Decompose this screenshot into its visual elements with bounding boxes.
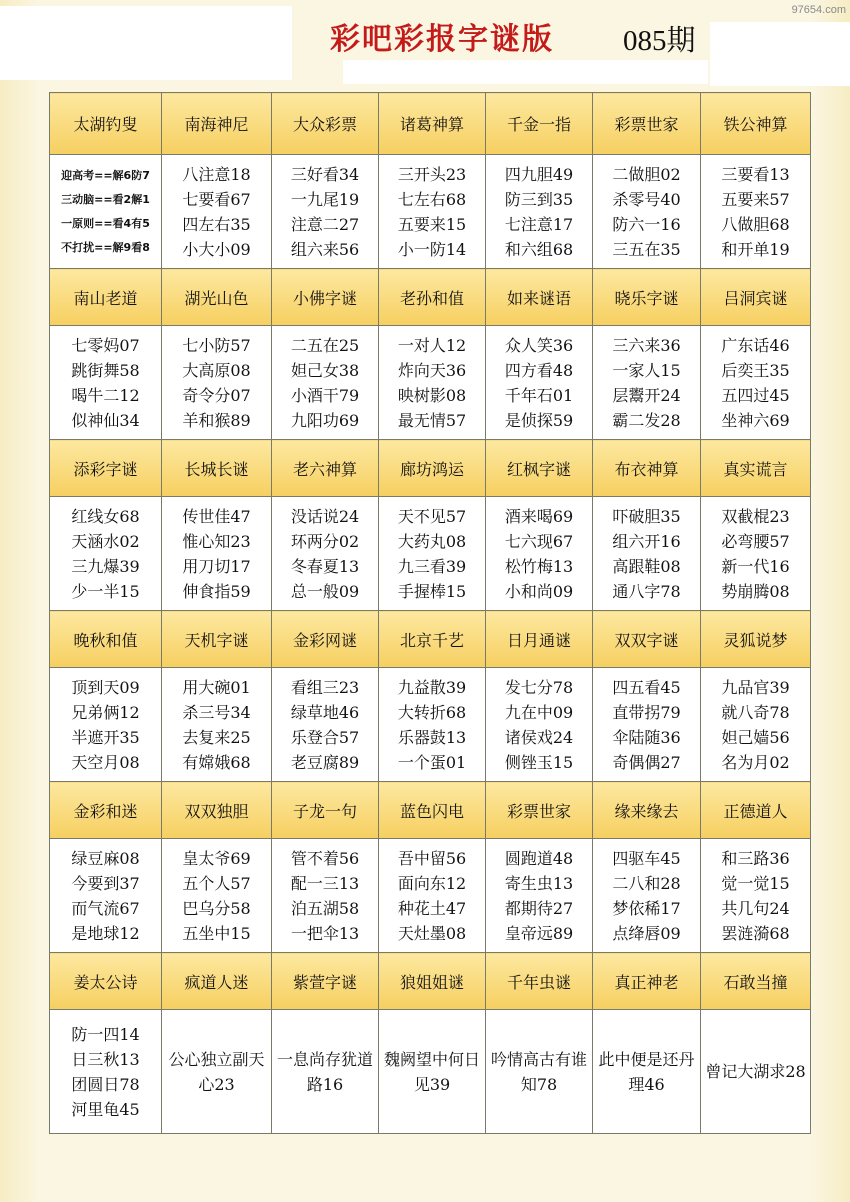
prediction-line: 和六组68	[504, 239, 574, 259]
column-header: 铁公神算	[701, 93, 811, 155]
column-header: 长城长谜	[162, 440, 272, 497]
prediction-line: 配一三13	[290, 873, 360, 893]
prediction-cell	[379, 326, 486, 440]
prediction-cell	[486, 497, 593, 611]
prediction-line: 侧锉玉15	[504, 752, 574, 772]
watermark: 97654.com	[791, 4, 846, 16]
prediction-cell	[50, 155, 162, 269]
prediction-row	[50, 326, 811, 440]
column-header: 南海神尼	[162, 93, 272, 155]
prediction-lines	[291, 333, 359, 433]
prediction-lines	[721, 162, 789, 262]
prediction-line: 双截棍23	[721, 506, 790, 526]
prediction-line: 五四过45	[721, 385, 790, 405]
column-header: 诸葛神算	[379, 93, 486, 155]
prediction-lines	[398, 846, 466, 946]
prediction-row	[50, 1010, 811, 1134]
prediction-line: 发七分78	[504, 677, 574, 697]
prediction-line: 不打扰==解9看8	[61, 240, 150, 254]
prediction-line: 奇偶偶27	[612, 752, 681, 772]
prediction-line: 四左右35	[182, 214, 251, 234]
prediction-row	[50, 668, 811, 782]
page-title: 彩吧彩报字谜版	[330, 22, 554, 57]
prediction-cell	[162, 326, 272, 440]
prediction-line: 面向东12	[397, 873, 467, 893]
prediction-line: 炸向天36	[397, 360, 467, 380]
prediction-line: 八注意18	[182, 164, 251, 184]
prediction-line: 酒来喝69	[504, 506, 574, 526]
prediction-cell	[379, 839, 486, 953]
prediction-line: 九阳功69	[290, 410, 360, 430]
prediction-line: 四方看48	[504, 360, 574, 380]
prediction-line: 吓破胆35	[612, 506, 681, 526]
prediction-line: 半遮开35	[71, 727, 140, 747]
prediction-cell	[486, 155, 593, 269]
column-header: 石敢当撞	[701, 953, 811, 1010]
prediction-line: 七左右68	[397, 189, 467, 209]
prediction-cell	[272, 497, 379, 611]
column-header: 缘来缘去	[593, 782, 701, 839]
prediction-line: 五坐中15	[182, 923, 251, 943]
redacted-box-left	[0, 6, 292, 80]
column-header: 千年虫谜	[486, 953, 593, 1010]
prediction-lines	[71, 504, 139, 604]
prediction-lines	[291, 162, 359, 262]
column-header: 千金一指	[486, 93, 593, 155]
prediction-line: 七零妈07	[71, 335, 140, 355]
prediction-line: 老豆腐89	[290, 752, 360, 772]
prediction-line: 九在中09	[504, 702, 574, 722]
prediction-lines	[398, 333, 466, 433]
column-header: 紫萱字谜	[272, 953, 379, 1010]
prediction-line: 河里龟45	[71, 1099, 140, 1119]
prediction-line: 一把伞13	[290, 923, 360, 943]
column-header: 老孙和值	[379, 269, 486, 326]
prediction-lines	[182, 333, 250, 433]
prediction-lines	[71, 846, 139, 946]
prediction-lines	[721, 846, 789, 946]
prediction-line: 二做胆02	[612, 164, 681, 184]
prediction-line: 用刀切17	[182, 556, 251, 576]
prediction-line: 泊五湖58	[290, 898, 360, 918]
prediction-line: 众人笑36	[504, 335, 574, 355]
prediction-lines	[182, 675, 250, 775]
prediction-lines	[505, 675, 573, 775]
column-header: 疯道人迷	[162, 953, 272, 1010]
prediction-lines	[721, 504, 789, 604]
prediction-line: 势崩腾08	[721, 581, 790, 601]
prediction-line: 三六来36	[612, 335, 681, 355]
prediction-line: 伸食指59	[182, 581, 251, 601]
prediction-line: 红线女68	[71, 506, 140, 526]
prediction-line: 羊和猴89	[182, 410, 251, 430]
prediction-lines	[398, 504, 466, 604]
prediction-line: 高跟鞋08	[612, 556, 681, 576]
column-header: 灵狐说梦	[701, 611, 811, 668]
prediction-lines	[612, 333, 680, 433]
prediction-cell	[50, 326, 162, 440]
prediction-line: 防六一16	[612, 214, 681, 234]
column-header: 添彩字谜	[50, 440, 162, 497]
prediction-cell	[50, 668, 162, 782]
column-header: 双双独胆	[162, 782, 272, 839]
header-row	[50, 611, 811, 668]
prediction-line: 共几句24	[721, 898, 790, 918]
prediction-cell	[701, 668, 811, 782]
column-header: 狼姐姐谜	[379, 953, 486, 1010]
prediction-line: 种花土47	[397, 898, 467, 918]
prediction-line: 直带拐79	[612, 702, 681, 722]
prediction-line: 九益散39	[397, 677, 467, 697]
column-header: 如来谜语	[486, 269, 593, 326]
prediction-line: 一个蛋01	[397, 752, 467, 772]
prediction-line: 三动脑==看2解1	[61, 192, 150, 206]
prediction-line: 杀三号34	[182, 702, 251, 722]
prediction-line: 皇太爷69	[182, 848, 251, 868]
prediction-cell	[701, 326, 811, 440]
prediction-line: 都期待27	[504, 898, 574, 918]
prediction-line: 罢涟漪68	[721, 923, 790, 943]
prediction-cell	[379, 497, 486, 611]
column-header: 双双字谜	[593, 611, 701, 668]
prediction-line: 九品官39	[721, 677, 790, 697]
prediction-cell	[701, 839, 811, 953]
prediction-line: 三好看34	[290, 164, 360, 184]
prediction-line: 七注意17	[504, 214, 574, 234]
prediction-line: 天灶墨08	[397, 923, 467, 943]
prediction-lines	[612, 162, 680, 262]
prediction-line: 绿豆麻08	[71, 848, 140, 868]
redacted-box-center	[343, 60, 708, 84]
column-header: 日月通谜	[486, 611, 593, 668]
column-header: 彩票世家	[486, 782, 593, 839]
prediction-line: 冬春夏13	[290, 556, 360, 576]
prediction-line: 三要看13	[721, 164, 790, 184]
prediction-line: 五个人57	[182, 873, 251, 893]
prediction-line: 千年石01	[504, 385, 574, 405]
prediction-line: 乐登合57	[290, 727, 360, 747]
prediction-lines	[291, 846, 359, 946]
column-header: 大众彩票	[272, 93, 379, 155]
prediction-line: 通八字78	[612, 581, 681, 601]
prediction-line: 顶到天09	[71, 677, 140, 697]
header-row	[50, 440, 811, 497]
prediction-cell	[162, 497, 272, 611]
column-header: 蓝色闪电	[379, 782, 486, 839]
prediction-cell	[593, 668, 701, 782]
prediction-text: 曾记大湖求28	[705, 1062, 806, 1081]
column-header: 吕洞宾谜	[701, 269, 811, 326]
prediction-text: 公心独立副天心23	[168, 1049, 265, 1094]
prediction-line: 看组三23	[290, 677, 360, 697]
prediction-line: 少一半15	[71, 581, 140, 601]
prediction-lines	[612, 675, 680, 775]
prediction-line: 一对人12	[397, 335, 467, 355]
prediction-line: 乐器鼓13	[397, 727, 467, 747]
prediction-lines	[721, 675, 789, 775]
prediction-line: 五要来57	[721, 189, 790, 209]
prediction-cell	[50, 839, 162, 953]
prediction-line: 层鬻开24	[612, 385, 681, 405]
prediction-cell	[272, 326, 379, 440]
column-header: 金彩和迷	[50, 782, 162, 839]
prediction-line: 皇帝远89	[504, 923, 574, 943]
prediction-line: 松竹梅13	[504, 556, 574, 576]
column-header: 小佛字谜	[272, 269, 379, 326]
prediction-line: 四驱车45	[612, 848, 681, 868]
prediction-line: 就八奇78	[721, 702, 790, 722]
prediction-line: 吾中留56	[397, 848, 467, 868]
prediction-lines	[505, 504, 573, 604]
prediction-line: 巴乌分58	[182, 898, 251, 918]
prediction-cell	[50, 497, 162, 611]
column-header: 红枫字谜	[486, 440, 593, 497]
prediction-cell	[379, 155, 486, 269]
column-header: 老六神算	[272, 440, 379, 497]
prediction-line: 是地球12	[71, 923, 140, 943]
prediction-line: 防一四14	[71, 1024, 140, 1044]
header-row	[50, 782, 811, 839]
prediction-line: 组六开16	[612, 531, 681, 551]
prediction-line: 用大碗01	[182, 677, 251, 697]
prediction-cell	[701, 497, 811, 611]
prediction-line: 梦依稀17	[612, 898, 681, 918]
prediction-lines	[71, 675, 139, 775]
prediction-cell	[272, 668, 379, 782]
prediction-line: 后奕王35	[721, 360, 790, 380]
prediction-line: 必弯腰57	[721, 531, 790, 551]
prediction-line: 绿草地46	[290, 702, 360, 722]
prediction-cell	[50, 1010, 162, 1134]
column-header: 北京千艺	[379, 611, 486, 668]
prediction-line: 注意二27	[290, 214, 360, 234]
prediction-cell	[272, 155, 379, 269]
prediction-line: 七小防57	[182, 335, 251, 355]
prediction-line: 大高原08	[182, 360, 251, 380]
column-header: 湖光山色	[162, 269, 272, 326]
prediction-line: 去复来25	[182, 727, 251, 747]
prediction-cell	[593, 1010, 701, 1134]
prediction-line: 圆跑道48	[504, 848, 574, 868]
prediction-line: 和开单19	[721, 239, 790, 259]
prediction-line: 名为月02	[721, 752, 790, 772]
prediction-lines	[505, 333, 573, 433]
prediction-line: 日三秋13	[71, 1049, 140, 1069]
prediction-lines	[182, 162, 250, 262]
prediction-cell	[162, 1010, 272, 1134]
prediction-line: 四九胆49	[504, 164, 574, 184]
prediction-line: 跳街舞58	[71, 360, 140, 380]
prediction-line: 而气流67	[71, 898, 140, 918]
prediction-lines	[721, 333, 789, 433]
prediction-cell	[272, 1010, 379, 1134]
prediction-lines	[71, 333, 139, 433]
prediction-lines	[71, 1022, 139, 1122]
riddle-table-body	[50, 93, 811, 1134]
prediction-line: 妲己女38	[290, 360, 360, 380]
prediction-line: 霸二发28	[612, 410, 681, 430]
redacted-box-right	[710, 22, 850, 86]
prediction-lines	[182, 846, 250, 946]
prediction-text: 一息尚存犹道路16	[276, 1049, 373, 1094]
prediction-line: 五要来15	[397, 214, 467, 234]
column-header: 彩票世家	[593, 93, 701, 155]
prediction-line: 新一代16	[721, 556, 790, 576]
column-header: 晓乐字谜	[593, 269, 701, 326]
issue-number: 085期	[623, 25, 696, 57]
prediction-line: 伞陆随36	[612, 727, 681, 747]
prediction-line: 手握棒15	[397, 581, 467, 601]
prediction-cell	[486, 668, 593, 782]
prediction-text: 魏阙望中何日见39	[383, 1049, 480, 1094]
prediction-lines	[612, 504, 680, 604]
prediction-line: 是侦探59	[504, 410, 574, 430]
prediction-line: 八做胆68	[721, 214, 790, 234]
prediction-line: 二五在25	[290, 335, 360, 355]
prediction-cell	[379, 1010, 486, 1134]
prediction-line: 大药丸08	[397, 531, 467, 551]
prediction-line: 映树影08	[397, 385, 467, 405]
header-row	[50, 953, 811, 1010]
prediction-line: 有嫦娥68	[182, 752, 251, 772]
prediction-line: 小大小09	[182, 239, 251, 259]
prediction-lines	[505, 162, 573, 262]
prediction-lines	[612, 846, 680, 946]
prediction-line: 传世佳47	[182, 506, 251, 526]
prediction-cell	[486, 839, 593, 953]
prediction-cell	[379, 668, 486, 782]
prediction-cell	[486, 326, 593, 440]
prediction-cell	[701, 155, 811, 269]
prediction-line: 最无情57	[397, 410, 467, 430]
column-header: 天机字谜	[162, 611, 272, 668]
riddle-table	[49, 92, 811, 1134]
prediction-line: 似神仙34	[71, 410, 140, 430]
prediction-line: 三九爆39	[71, 556, 140, 576]
prediction-line: 七六现67	[504, 531, 574, 551]
prediction-lines	[291, 504, 359, 604]
column-header: 晚秋和值	[50, 611, 162, 668]
prediction-lines	[291, 675, 359, 775]
column-header: 子龙一句	[272, 782, 379, 839]
prediction-line: 没话说24	[290, 506, 360, 526]
prediction-line: 二八和28	[612, 873, 681, 893]
page-header	[330, 14, 730, 58]
prediction-line: 奇令分07	[182, 385, 251, 405]
prediction-line: 坐神六69	[721, 410, 790, 430]
prediction-line: 广东话46	[721, 335, 790, 355]
prediction-line: 今要到37	[71, 873, 140, 893]
prediction-cell	[701, 1010, 811, 1134]
prediction-line: 天空月08	[71, 752, 140, 772]
prediction-cell	[593, 155, 701, 269]
prediction-line: 诸侯戏24	[504, 727, 574, 747]
prediction-line: 和三路36	[721, 848, 790, 868]
prediction-line: 点绛唇09	[612, 923, 681, 943]
prediction-line: 小酒干79	[290, 385, 360, 405]
prediction-line: 兄弟俩12	[71, 702, 140, 722]
prediction-line: 天涵水02	[71, 531, 140, 551]
prediction-line: 小和尚09	[504, 581, 574, 601]
prediction-line: 寄生虫13	[504, 873, 574, 893]
prediction-line: 小一防14	[397, 239, 467, 259]
prediction-line: 环两分02	[290, 531, 360, 551]
prediction-line: 大转折68	[397, 702, 467, 722]
prediction-line: 妲己嫱56	[721, 727, 790, 747]
prediction-line: 七要看67	[182, 189, 251, 209]
prediction-line: 防三到35	[504, 189, 574, 209]
prediction-line: 迎高考==解6防7	[61, 168, 150, 182]
column-header: 真正神老	[593, 953, 701, 1010]
prediction-line: 一九尾19	[290, 189, 360, 209]
prediction-cell	[593, 497, 701, 611]
prediction-lines	[182, 504, 250, 604]
prediction-line: 杀零号40	[612, 189, 681, 209]
prediction-line: 觉一觉15	[721, 873, 790, 893]
prediction-line: 天不见57	[397, 506, 467, 526]
header-row	[50, 93, 811, 155]
prediction-cell	[593, 839, 701, 953]
prediction-lines	[61, 164, 150, 260]
prediction-line: 惟心知23	[182, 531, 251, 551]
prediction-lines	[505, 846, 573, 946]
column-header: 正德道人	[701, 782, 811, 839]
prediction-line: 一原则==看4有5	[61, 216, 150, 230]
prediction-line: 总一般09	[290, 581, 360, 601]
prediction-lines	[398, 162, 466, 262]
prediction-cell	[593, 326, 701, 440]
prediction-cell	[162, 155, 272, 269]
prediction-lines	[398, 675, 466, 775]
prediction-text: 吟情高古有谁知78	[490, 1049, 587, 1094]
prediction-row	[50, 497, 811, 611]
column-header: 真实谎言	[701, 440, 811, 497]
column-header: 姜太公诗	[50, 953, 162, 1010]
prediction-line: 团圆日78	[71, 1074, 140, 1094]
prediction-line: 三开头23	[397, 164, 467, 184]
column-header: 廊坊鸿运	[379, 440, 486, 497]
prediction-line: 九三看39	[397, 556, 467, 576]
prediction-line: 一家人15	[612, 360, 681, 380]
header-row	[50, 269, 811, 326]
column-header: 金彩网谜	[272, 611, 379, 668]
prediction-line: 四五看45	[612, 677, 681, 697]
prediction-row	[50, 155, 811, 269]
prediction-line: 三五在35	[612, 239, 681, 259]
prediction-text: 此中便是还丹理46	[598, 1049, 695, 1094]
prediction-cell	[162, 839, 272, 953]
prediction-cell	[486, 1010, 593, 1134]
prediction-line: 管不着56	[290, 848, 360, 868]
column-header: 布衣神算	[593, 440, 701, 497]
prediction-line: 组六来56	[290, 239, 360, 259]
column-header: 南山老道	[50, 269, 162, 326]
prediction-cell	[162, 668, 272, 782]
prediction-cell	[272, 839, 379, 953]
column-header: 太湖钓叟	[50, 93, 162, 155]
prediction-row	[50, 839, 811, 953]
prediction-line: 喝牛二12	[71, 385, 140, 405]
